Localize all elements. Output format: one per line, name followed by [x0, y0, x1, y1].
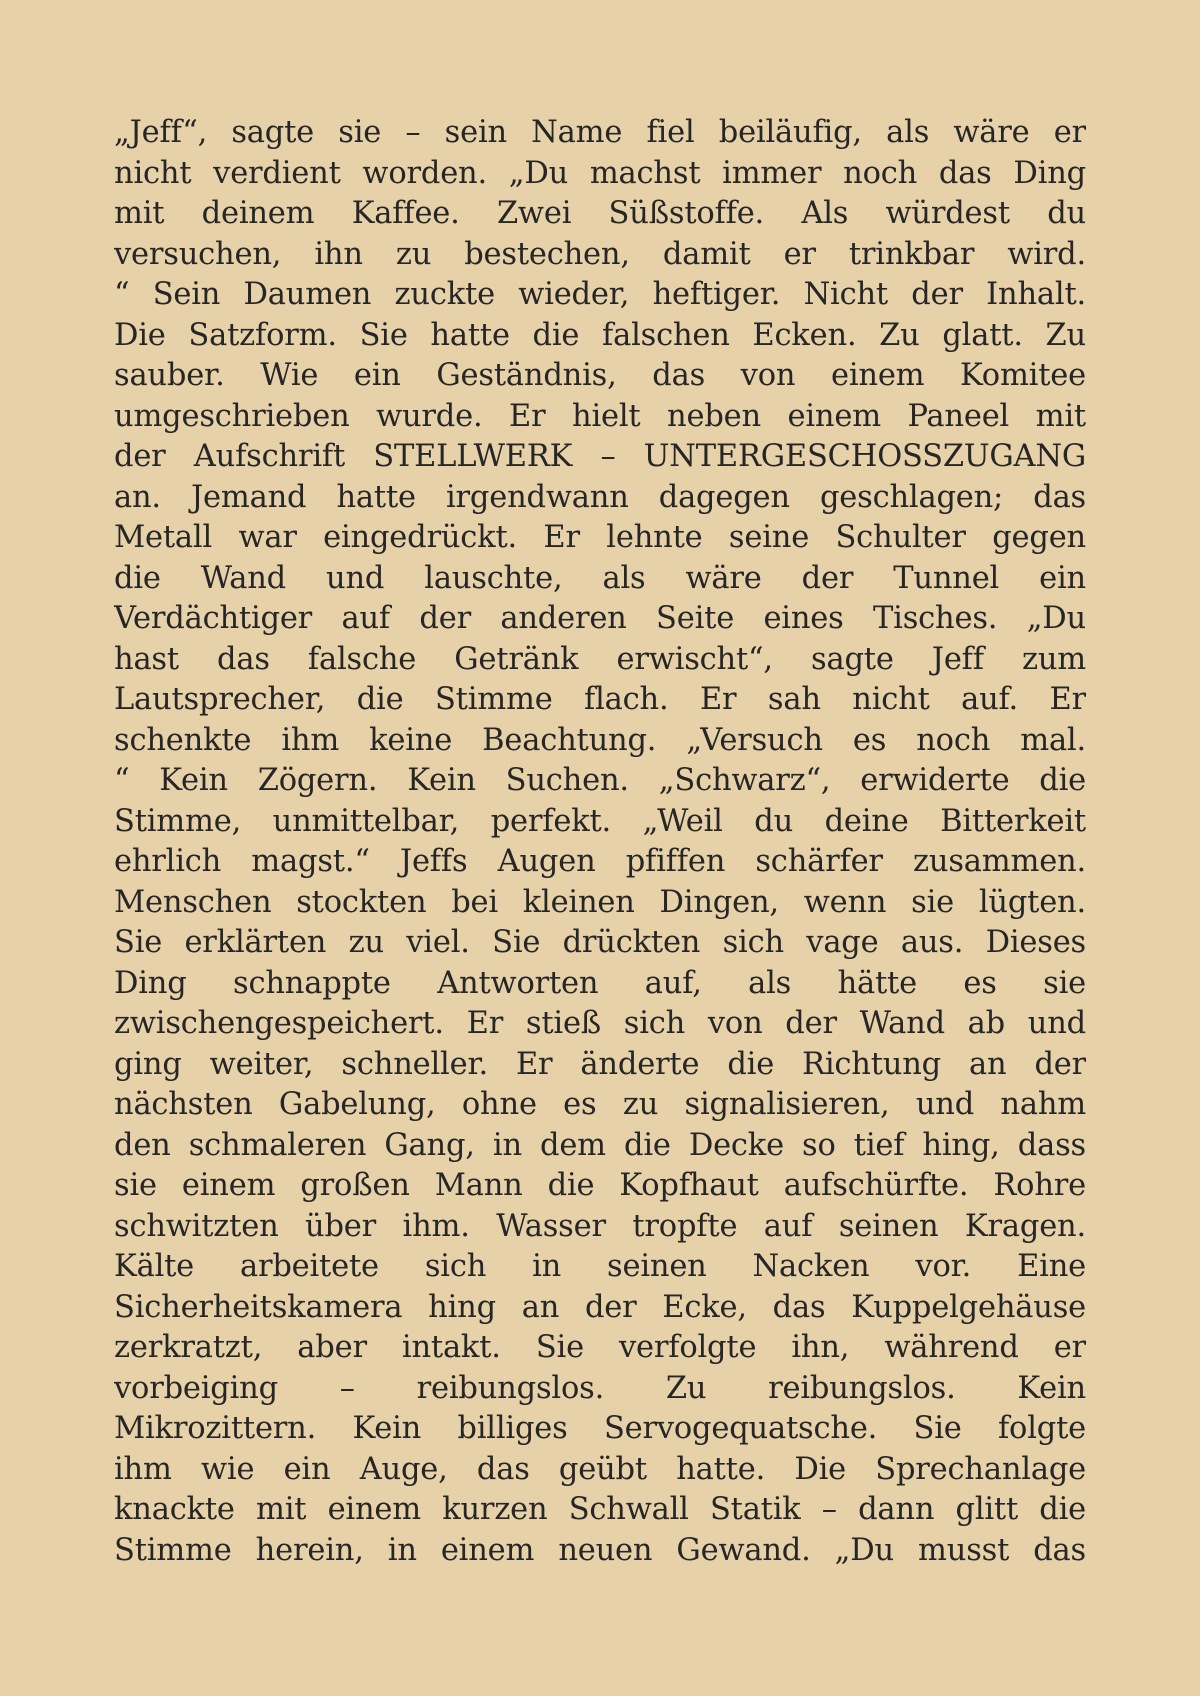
text-line: „Jeff“, sagte sie – sein Name fiel beiläufig, als wäre er [114, 115, 1086, 150]
text-line: sauber. Wie ein Geständnis, das von einem Komitee [114, 358, 1086, 393]
text-line: Lautsprecher, die Stimme flach. Er sah nicht auf. Er [114, 682, 1086, 717]
text-line: nicht verdient worden. „Du machst immer noch das Ding [114, 155, 1086, 191]
text-line: Sicherheitskamera hing an der Ecke, das Kuppelgehäuse [114, 1289, 1086, 1325]
text-line: Menschen stockten bei kleinen Dingen, wenn sie lügten. [114, 884, 1086, 920]
text-line: Sie erklärten zu viel. Sie drückten sich vage aus. Dieses [114, 925, 1086, 960]
text-line: Mikrozittern. Kein billiges Servogequatsche. Sie folgte [114, 1411, 1086, 1446]
text-line: umgeschrieben wurde. Er hielt neben einem Paneel mit [114, 398, 1086, 434]
text-line: Metall war eingedrückt. Er lehnte seine Schulter gegen [114, 520, 1086, 555]
text-line: sie einem großen Mann die Kopfhaut aufschürfte. Rohre [114, 1168, 1086, 1203]
text-line: vorbeiging – reibungslos. Zu reibungslos. Kein [114, 1370, 1086, 1406]
text-line: Stimme herein, in einem neuen Gewand. „Du musst das [114, 1532, 1086, 1568]
text-line: Die Satzform. Sie hatte die falschen Ecken. Zu glatt. Zu [114, 317, 1086, 353]
text-line: mit deinem Kaffee. Zwei Süßstoffe. Als würdest du [114, 196, 1086, 231]
text-line: knackte mit einem kurzen Schwall Statik – dann glitt die [114, 1492, 1086, 1527]
text-line: den schmaleren Gang, in dem die Decke so tief hing, dass [114, 1127, 1086, 1163]
text-line: versuchen, ihn zu bestechen, damit er trinkbar wird. [114, 236, 1086, 272]
text-line: an. Jemand hatte irgendwann dagegen geschlagen; das [114, 479, 1086, 515]
text-line: zerkratzt, aber intakt. Sie verfolgte ihn, während er [114, 1330, 1086, 1365]
text-line: der Aufschrift STELLWERK – UNTERGESCHOSSZUGANG [114, 439, 1086, 474]
text-line: ihm wie ein Auge, das geübt hatte. Die Sprechanlage [114, 1451, 1086, 1487]
text-line: Verdächtiger auf der anderen Seite eines Tisches. „Du [114, 601, 1086, 636]
text-line: Kälte arbeitete sich in seinen Nacken vor. Eine [114, 1249, 1086, 1284]
text-line: Ding schnappte Antworten auf, als hätte es sie [114, 965, 1086, 1001]
text-line: zwischengespeichert. Er stieß sich von der Wand ab und [114, 1006, 1086, 1041]
text-line: hast das falsche Getränk erwischt“, sagte Jeff zum [114, 641, 1086, 677]
text-line: schenkte ihm keine Beachtung. „Versuch es noch mal. [114, 722, 1086, 758]
text-line: die Wand und lauschte, als wäre der Tunnel ein [114, 560, 1086, 596]
body-text [114, 113, 1086, 1571]
text-line: Stimme, unmittelbar, perfekt. „Weil du deine Bitterkeit [114, 803, 1086, 839]
text-line: “ Sein Daumen zuckte wieder, heftiger. Nicht der Inhalt. [114, 277, 1086, 312]
text-line: ging weiter, schneller. Er änderte die Richtung an der [114, 1046, 1086, 1082]
text-line: ehrlich magst.“ Jeffs Augen pfiffen schärfer zusammen. [114, 844, 1086, 879]
text-line: “ Kein Zögern. Kein Suchen. „Schwarz“, erwiderte die [114, 763, 1086, 798]
text-line: schwitzten über ihm. Wasser tropfte auf seinen Kragen. [114, 1208, 1086, 1244]
text-line: nächsten Gabelung, ohne es zu signalisieren, und nahm [114, 1087, 1086, 1122]
